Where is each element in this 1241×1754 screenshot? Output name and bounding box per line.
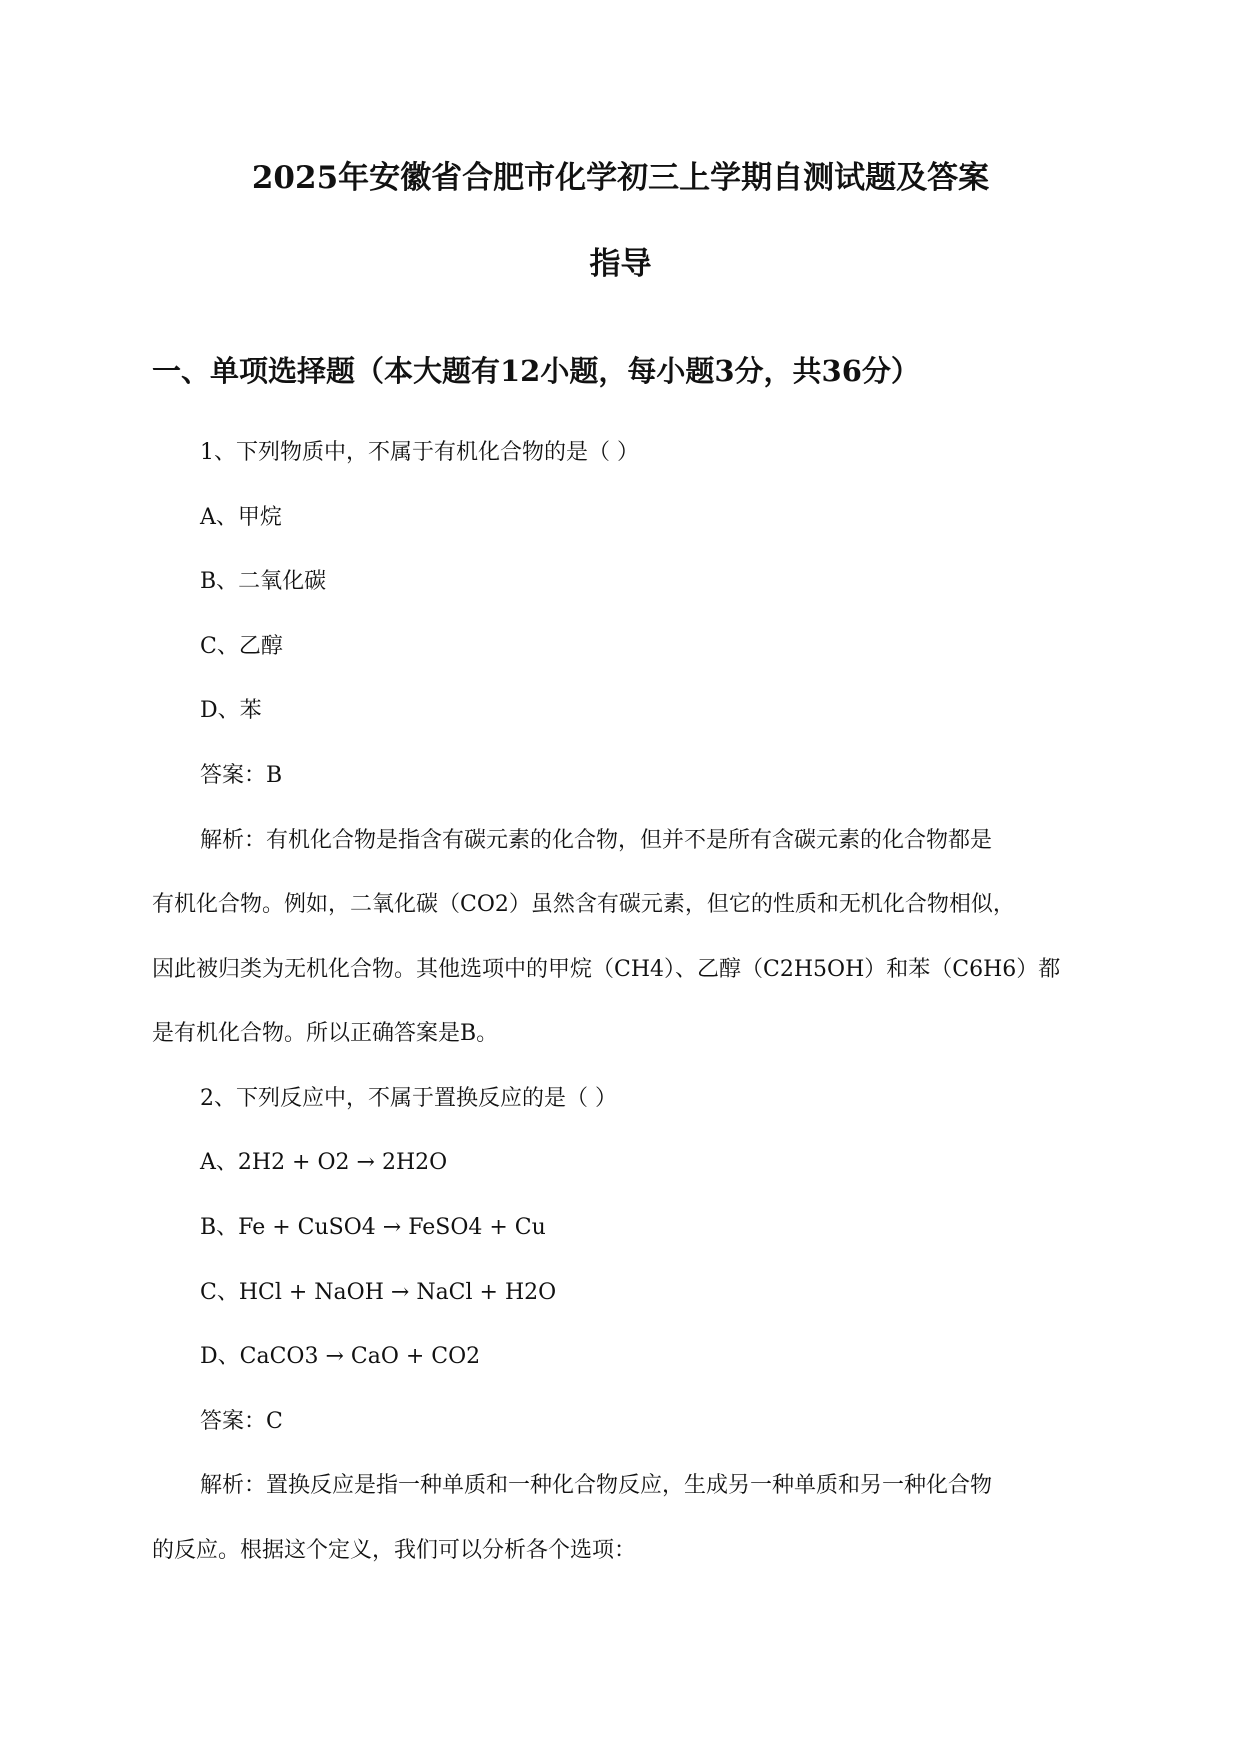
- document-title-line-2: 指导: [589, 246, 652, 282]
- option-d: D、CaCO3 → CaO + CO2: [200, 1344, 481, 1369]
- analysis-line: 有机化合物。例如，二氧化碳（CO2）虽然含有碳元素，但它的性质和无机化合物相似，: [152, 892, 1015, 917]
- analysis-line: 因此被归类为无机化合物。其他选项中的甲烷（CH4）、乙醇（C2H5OH）和苯（C6H6）都: [152, 957, 1061, 982]
- answer: 答案：B: [200, 763, 283, 788]
- analysis-line: 解析：有机化合物是指含有碳元素的化合物，但并不是所有含碳元素的化合物都是: [200, 828, 993, 853]
- section-heading: 一、单项选择题（本大题有12小题，每小题3分，共36分）: [152, 354, 920, 388]
- option-b: B、Fe + CuSO4 → FeSO4 + Cu: [200, 1215, 546, 1240]
- option-d: D、苯: [200, 698, 262, 723]
- analysis-line: 解析：置换反应是指一种单质和一种化合物反应，生成另一种单质和另一种化合物: [200, 1473, 993, 1498]
- question-stem: 1、下列物质中，不属于有机化合物的是（ ）: [200, 440, 639, 465]
- option-a: A、甲烷: [200, 505, 282, 530]
- option-b: B、二氧化碳: [200, 569, 327, 594]
- analysis-line: 的反应。根据这个定义，我们可以分析各个选项：: [152, 1538, 637, 1563]
- option-a: A、2H2 + O2 → 2H2O: [200, 1150, 448, 1175]
- answer: 答案：C: [200, 1409, 283, 1434]
- document-title-line-1: 2025年安徽省合肥市化学初三上学期自测试题及答案: [251, 160, 990, 196]
- question-stem: 2、下列反应中，不属于置换反应的是（ ）: [200, 1086, 617, 1111]
- option-c: C、HCl + NaOH → NaCl + H2O: [200, 1280, 557, 1305]
- option-c: C、乙醇: [200, 634, 283, 659]
- analysis-line: 是有机化合物。所以正确答案是B。: [152, 1021, 499, 1046]
